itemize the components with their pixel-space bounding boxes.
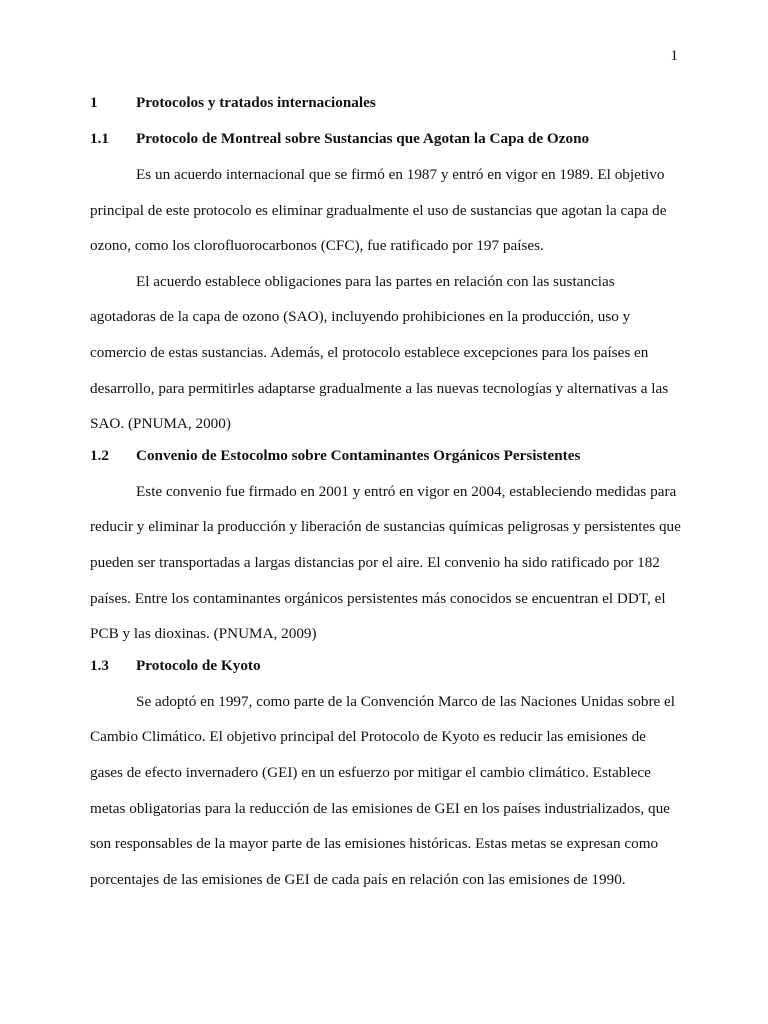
chapter-title: Protocolos y tratados internacionales (136, 94, 376, 111)
section-heading (90, 127, 682, 150)
paragraph: Este convenio fue firmado en 2001 y entró en vigor en 2004, estableciendo medidas para reducir y eliminar la producción y liberación de sustancias químicas peligrosas y persistentes que pueden ser transportadas a largas distancias por el aire. El convenio ha sido ratificado por 182 países. Entre los contaminantes orgánicos persistentes más conocidos se encuentran el DDT, el PCB y las dioxinas. (PNUMA, 2009) (90, 482, 681, 643)
section-number: 1.2 (90, 446, 109, 464)
paragraph: El acuerdo establece obligaciones para las partes en relación con las sustancias agotadoras de la capa de ozono (SAO), incluyendo prohibiciones en la producción, uso y comercio de estas sustancias. Además, el protocolo establece excepciones para los países en desarrollo, para permitirles adaptarse gradualmente a las nuevas tecnologías y alternativas a las SAO. (PNUMA, 2000) (90, 272, 669, 433)
chapter-heading (90, 91, 682, 114)
paragraph: Se adoptó en 1997, como parte de la Convención Marco de las Naciones Unidas sobre el Cambio Climático. El objetivo principal del Protocolo de Kyoto es reducir las emisiones de gases de efecto invernadero (GEI) en un esfuerzo por mitigar el cambio climático. Establece metas obligatorias para la reducción de las emisiones de GEI en los países industrializados, que son responsables de la mayor parte de las emisiones históricas. Estas metas se expresan como porcentajes de las emisiones de GEI de cada país en relación con las emisiones de 1990. (90, 692, 676, 888)
section-title: Convenio de Estocolmo sobre Contaminantes Orgánicos Persistentes (136, 446, 581, 464)
section-heading (90, 654, 682, 677)
section-title: Protocolo de Montreal sobre Sustancias que Agotan la Capa de Ozono (136, 130, 590, 147)
paragraph: Es un acuerdo internacional que se firmó en 1987 y entró en vigor en 1989. El objetivo principal de este protocolo es eliminar gradualmente el uso de sustancias que agotan la capa de ozono, como los clorofluorocarbonos (CFC), fue ratificado por 197 países. (90, 166, 667, 255)
section-number: 1.3 (90, 656, 109, 674)
section-heading (90, 444, 682, 467)
chapter-number: 1 (90, 94, 98, 111)
section-number: 1.1 (90, 130, 109, 147)
section-title: Protocolo de Kyoto (136, 656, 261, 674)
document-body (90, 91, 682, 903)
page-number: 1 (670, 48, 678, 64)
